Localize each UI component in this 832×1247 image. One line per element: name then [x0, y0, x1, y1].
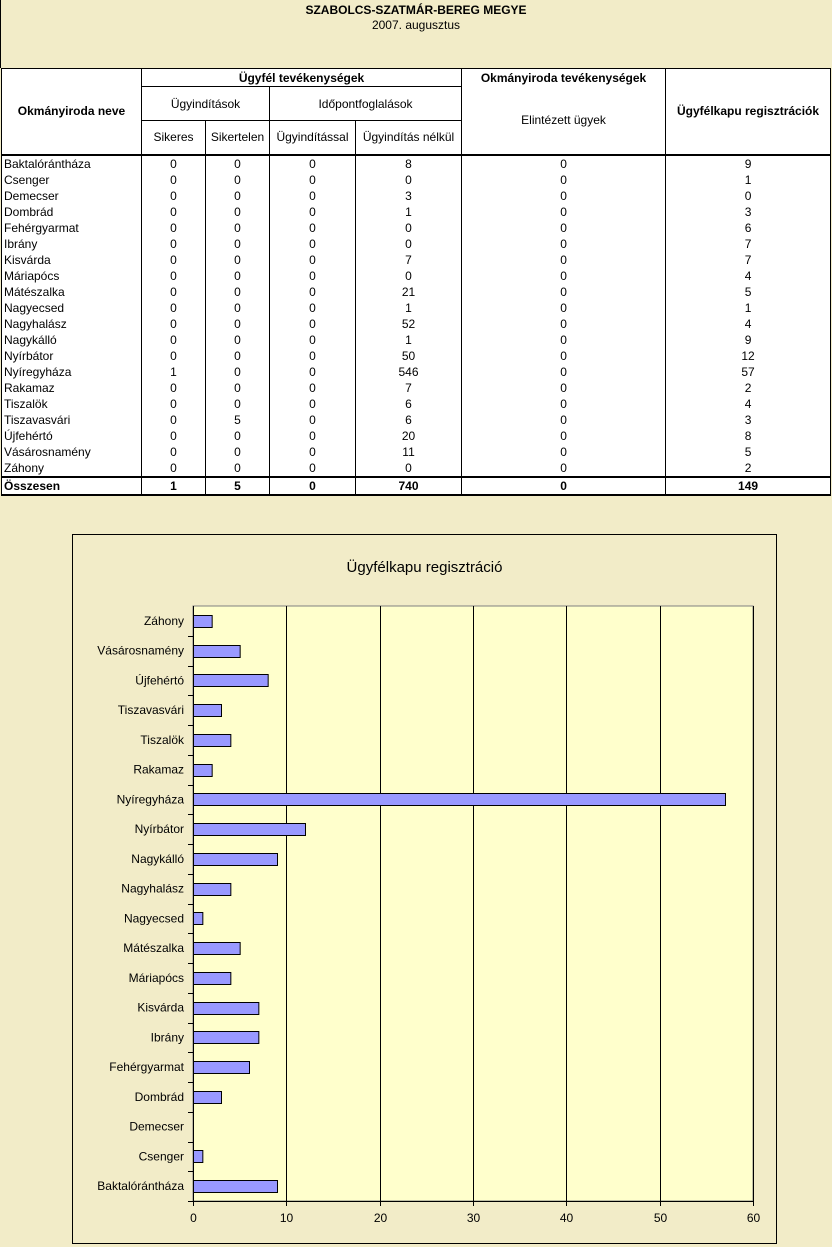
category-label: Tiszavasvári [117, 703, 184, 718]
value-cell: 0 [142, 348, 206, 364]
value-cell: 8 [666, 428, 831, 444]
value-cell: 0 [142, 172, 206, 188]
value-cell: 0 [206, 284, 270, 300]
total-without-initiation: 740 [356, 477, 462, 495]
value-cell: 0 [270, 364, 356, 380]
table-row [2, 204, 831, 220]
value-cell: 0 [462, 155, 666, 172]
value-cell: 0 [142, 284, 206, 300]
bar [194, 1151, 203, 1163]
table-row [2, 412, 831, 428]
value-cell: 0 [462, 396, 666, 412]
value-cell: 7 [356, 252, 462, 268]
value-cell: 0 [270, 348, 356, 364]
value-cell: 0 [356, 268, 462, 284]
value-cell: 1 [666, 300, 831, 316]
office-name-cell: Nagyecsed [2, 300, 142, 316]
bar-chart [73, 535, 776, 1243]
value-cell: 0 [142, 332, 206, 348]
value-cell: 0 [356, 236, 462, 252]
table-row [2, 460, 831, 477]
bar [194, 646, 241, 658]
table-row [2, 268, 831, 284]
report-subtitle: 2007. augusztus [371, 18, 461, 32]
office-name-cell: Tiszalök [2, 396, 142, 412]
value-cell: 3 [666, 412, 831, 428]
office-name-cell: Mátészalka [2, 284, 142, 300]
table-row [2, 236, 831, 252]
table-row [2, 428, 831, 444]
header-success: Sikeres [142, 121, 206, 155]
office-name-cell: Demecser [2, 188, 142, 204]
category-label: Nagyecsed [123, 911, 184, 926]
value-cell: 0 [206, 396, 270, 412]
value-cell: 3 [666, 204, 831, 220]
left-border [0, 0, 1, 68]
value-cell: 2 [666, 380, 831, 396]
value-cell: 0 [270, 316, 356, 332]
office-name-cell: Ibrány [2, 236, 142, 252]
value-cell: 0 [270, 460, 356, 477]
table-row [2, 444, 831, 460]
category-label: Záhony [143, 613, 184, 628]
value-cell: 0 [142, 316, 206, 332]
value-cell: 0 [270, 220, 356, 236]
value-cell: 0 [142, 428, 206, 444]
value-cell: 0 [206, 428, 270, 444]
value-cell: 0 [462, 332, 666, 348]
chart-area [72, 534, 777, 1244]
value-cell: 12 [666, 348, 831, 364]
bar [194, 1032, 259, 1044]
value-cell: 0 [206, 380, 270, 396]
value-cell: 0 [206, 155, 270, 172]
value-cell: 1 [356, 300, 462, 316]
value-cell: 0 [270, 252, 356, 268]
value-cell: 0 [270, 172, 356, 188]
x-tick-label: 30 [466, 1211, 481, 1225]
value-cell: 5 [666, 284, 831, 300]
value-cell: 0 [356, 460, 462, 477]
value-cell: 0 [206, 444, 270, 460]
value-cell: 0 [462, 188, 666, 204]
value-cell: 0 [270, 332, 356, 348]
value-cell: 0 [462, 252, 666, 268]
value-cell: 0 [270, 444, 356, 460]
value-cell: 6 [356, 412, 462, 428]
value-cell: 0 [206, 172, 270, 188]
office-name-cell: Nagykálló [2, 332, 142, 348]
value-cell: 0 [206, 300, 270, 316]
value-cell: 6 [666, 220, 831, 236]
category-label: Újfehértó [135, 673, 184, 688]
office-name-cell: Baktalórántháza [2, 155, 142, 172]
table-row [2, 396, 831, 412]
value-cell: 1 [666, 172, 831, 188]
value-cell: 0 [142, 380, 206, 396]
header-with-initiation: Ügyindítással [270, 121, 356, 155]
bar [194, 884, 231, 896]
value-cell: 1 [356, 204, 462, 220]
x-tick-label: 20 [373, 1211, 388, 1225]
bar [194, 675, 269, 687]
value-cell: 0 [462, 284, 666, 300]
x-tick-label: 40 [559, 1211, 574, 1225]
value-cell: 0 [462, 428, 666, 444]
header-client-activities: Ügyfél tevékenységek [142, 69, 462, 87]
value-cell: 0 [462, 316, 666, 332]
value-cell: 0 [270, 396, 356, 412]
value-cell: 0 [206, 236, 270, 252]
total-success: 1 [142, 477, 206, 495]
total-label: Összesen [2, 477, 142, 495]
value-cell: 0 [462, 460, 666, 477]
header-appointments: Időpontfoglalások [270, 87, 462, 121]
value-cell: 0 [356, 220, 462, 236]
value-cell: 0 [142, 236, 206, 252]
bar [194, 943, 241, 955]
category-label: Mátészalka [123, 941, 184, 956]
category-label: Dombrád [134, 1089, 184, 1104]
value-cell: 0 [206, 348, 270, 364]
office-name-cell: Kisvárda [2, 252, 142, 268]
value-cell: 0 [462, 268, 666, 284]
value-cell: 11 [356, 444, 462, 460]
value-cell: 0 [142, 220, 206, 236]
value-cell: 0 [462, 300, 666, 316]
value-cell: 0 [206, 220, 270, 236]
value-cell: 0 [270, 428, 356, 444]
statistics-table [1, 68, 831, 496]
x-tick-label: 10 [279, 1211, 294, 1225]
value-cell: 7 [356, 380, 462, 396]
total-with-initiation: 0 [270, 477, 356, 495]
value-cell: 0 [462, 204, 666, 220]
value-cell: 21 [356, 284, 462, 300]
header-without-initiation: Ügyindítás nélkül [356, 121, 462, 155]
value-cell: 2 [666, 460, 831, 477]
category-label: Máriapócs [128, 970, 184, 985]
category-label: Csenger [138, 1149, 184, 1164]
office-name-cell: Nyíregyháza [2, 364, 142, 380]
table-row [2, 172, 831, 188]
value-cell: 0 [206, 268, 270, 284]
category-label: Nagykálló [131, 851, 184, 866]
value-cell: 0 [356, 172, 462, 188]
office-name-cell: Vásárosnamény [2, 444, 142, 460]
value-cell: 57 [666, 364, 831, 380]
value-cell: 20 [356, 428, 462, 444]
value-cell: 5 [666, 444, 831, 460]
office-name-cell: Tiszavasvári [2, 412, 142, 428]
category-label: Ibrány [150, 1030, 184, 1045]
bar [194, 735, 231, 747]
value-cell: 7 [666, 252, 831, 268]
value-cell: 0 [462, 220, 666, 236]
category-label: Kisvárda [137, 1000, 184, 1015]
value-cell: 0 [270, 188, 356, 204]
value-cell: 0 [462, 172, 666, 188]
category-label: Fehérgyarmat [109, 1060, 184, 1075]
value-cell: 0 [206, 204, 270, 220]
value-cell: 0 [206, 332, 270, 348]
value-cell: 4 [666, 316, 831, 332]
category-label: Rakamaz [133, 762, 184, 777]
chart-title: Ügyfélkapu regisztráció [346, 559, 503, 576]
office-name-cell: Újfehértó [2, 428, 142, 444]
value-cell: 0 [142, 460, 206, 477]
category-label: Nagyhalász [121, 881, 184, 896]
bar [194, 616, 213, 628]
value-cell: 0 [206, 316, 270, 332]
value-cell: 0 [142, 268, 206, 284]
value-cell: 0 [462, 348, 666, 364]
value-cell: 0 [462, 236, 666, 252]
x-tick-label: 60 [746, 1211, 761, 1225]
value-cell: 5 [206, 412, 270, 428]
value-cell: 0 [462, 380, 666, 396]
value-cell: 0 [206, 252, 270, 268]
value-cell: 3 [356, 188, 462, 204]
table-row [2, 252, 831, 268]
total-completed: 0 [462, 477, 666, 495]
bar [194, 1062, 250, 1074]
category-label: Baktalórántháza [97, 1179, 184, 1194]
category-label: Nyíregyháza [116, 792, 184, 807]
value-cell: 0 [462, 412, 666, 428]
bar [194, 854, 278, 866]
office-name-cell: Máriapócs [2, 268, 142, 284]
value-cell: 0 [142, 412, 206, 428]
value-cell: 0 [142, 396, 206, 412]
value-cell: 0 [270, 204, 356, 220]
value-cell: 0 [462, 364, 666, 380]
table-body [2, 155, 831, 477]
value-cell: 0 [206, 364, 270, 380]
table-row [2, 332, 831, 348]
value-cell: 0 [206, 188, 270, 204]
value-cell: 0 [270, 412, 356, 428]
value-cell: 0 [462, 444, 666, 460]
value-cell: 0 [142, 155, 206, 172]
bar [194, 765, 213, 777]
office-name-cell: Nagyhalász [2, 316, 142, 332]
total-fail: 5 [206, 477, 270, 495]
category-label: Demecser [129, 1119, 184, 1134]
value-cell: 0 [142, 188, 206, 204]
value-cell: 546 [356, 364, 462, 380]
bar [194, 1003, 259, 1015]
header-office-name: Okmányiroda neve [2, 69, 142, 155]
value-cell: 7 [666, 236, 831, 252]
bar [194, 794, 726, 806]
value-cell: 0 [270, 284, 356, 300]
value-cell: 4 [666, 396, 831, 412]
header-office-activities: Okmányiroda tevékenységek [462, 69, 666, 87]
value-cell: 50 [356, 348, 462, 364]
value-cell: 0 [666, 188, 831, 204]
header-fail: Sikertelen [206, 121, 270, 155]
value-cell: 1 [142, 364, 206, 380]
x-tick-label: 50 [653, 1211, 668, 1225]
header-initiations: Ügyindítások [142, 87, 270, 121]
value-cell: 6 [356, 396, 462, 412]
value-cell: 9 [666, 332, 831, 348]
total-registrations: 149 [666, 477, 831, 495]
table-total-row [2, 477, 831, 495]
value-cell: 8 [356, 155, 462, 172]
table-row [2, 284, 831, 300]
table-row [2, 155, 831, 172]
value-cell: 0 [270, 380, 356, 396]
table-row [2, 300, 831, 316]
value-cell: 0 [270, 155, 356, 172]
header-completed: Elintézett ügyek [462, 87, 666, 155]
value-cell: 0 [270, 268, 356, 284]
bar [194, 973, 231, 985]
value-cell: 0 [142, 300, 206, 316]
office-name-cell: Dombrád [2, 204, 142, 220]
table-row [2, 380, 831, 396]
header-registrations: Ügyfélkapu regisztrációk [666, 69, 831, 155]
office-name-cell: Fehérgyarmat [2, 220, 142, 236]
value-cell: 0 [142, 252, 206, 268]
value-cell: 52 [356, 316, 462, 332]
value-cell: 4 [666, 268, 831, 284]
office-name-cell: Csenger [2, 172, 142, 188]
table-row [2, 364, 831, 380]
bar [194, 1181, 278, 1193]
table-row [2, 348, 831, 364]
value-cell: 0 [206, 460, 270, 477]
bar [194, 824, 306, 836]
table-row [2, 316, 831, 332]
value-cell: 0 [270, 236, 356, 252]
bar [194, 705, 222, 717]
value-cell: 1 [356, 332, 462, 348]
office-name-cell: Záhony [2, 460, 142, 477]
x-tick-label: 0 [190, 1211, 197, 1225]
value-cell: 9 [666, 155, 831, 172]
bar [194, 913, 203, 925]
value-cell: 0 [270, 300, 356, 316]
category-label: Tiszalök [140, 732, 184, 747]
bar [194, 1092, 222, 1104]
value-cell: 0 [142, 444, 206, 460]
value-cell: 0 [142, 204, 206, 220]
table-row [2, 220, 831, 236]
report-header [0, 0, 832, 32]
report-title: SZABOLCS-SZATMÁR-BEREG MEGYE [305, 3, 527, 17]
category-label: Nyírbátor [134, 822, 184, 837]
table-row [2, 188, 831, 204]
office-name-cell: Rakamaz [2, 380, 142, 396]
office-name-cell: Nyírbátor [2, 348, 142, 364]
category-label: Vásárosnamény [97, 643, 184, 658]
